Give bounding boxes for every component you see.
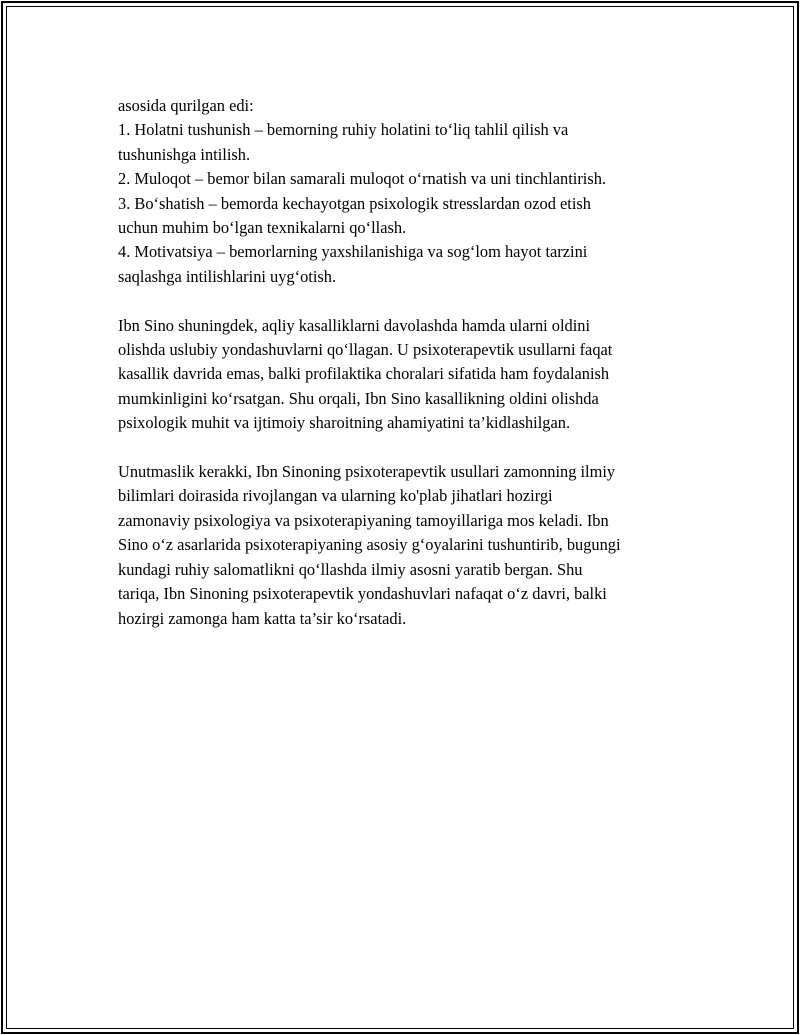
paragraph-conclusion: [118, 460, 688, 631]
text-line: asosida qurilgan edi:: [118, 96, 254, 115]
list-item-3-line-1: 3. Bo‘shatish – bemorda kechayotgan psixologik stresslardan ozod etish: [118, 193, 591, 213]
list-item-3-line-2: uchun muhim bo‘lgan texnikalarni qo‘llash.: [118, 218, 407, 238]
text-line: Sino o‘z asarlarida psixoterapiyaning asosiy g‘oyalarini tushuntirib, bugungi: [118, 535, 621, 555]
text-line: mumkinligini ko‘rsatgan. Shu orqali, Ibn Sino kasallikning oldini olishda: [118, 388, 599, 408]
list-item-2: 2. Muloqot – bemor bilan samarali muloqot o‘rnatish va uni tinchlantirish.: [118, 169, 606, 189]
text-line: hozirgi zamonga ham katta ta’sir ko‘rsatadi.: [118, 608, 407, 628]
text-line: Unutmaslik kerakki, Ibn Sinoning psixoterapevtik usullari zamonning ilmiy: [118, 462, 616, 482]
list-item-1-line-2: tushunishga intilish.: [118, 144, 251, 164]
list-item-4-line-2: saqlashga intilishlarini uyg‘otish.: [118, 266, 337, 286]
list-item-1-line-1: 1. Holatni tushunish – bemorning ruhiy holatini to‘liq tahlil qilish va: [118, 120, 569, 140]
list-item-4-line-1: 4. Motivatsiya – bemorlarning yaxshilanishiga va sog‘lom hayot tarzini: [118, 242, 588, 262]
text-line: kundagi ruhiy salomatlikni qo‘llashda ilmiy asosni yaratib bergan. Shu: [118, 559, 583, 579]
text-line: zamonaviy psixologiya va psixoterapiyaning tamoyillariga mos keladi. Ibn: [118, 510, 609, 530]
text-line: psixologik muhit va ijtimoiy sharoitning ahamiyatini ta’kidlashilgan.: [118, 413, 571, 433]
text-line: olishda uslubiy yondashuvlarni qo‘llagan. U psixoterapevtik usullarni faqat: [118, 340, 613, 360]
text-line: Ibn Sino shuningdek, aqliy kasalliklarni davolashda hamda ularni oldini: [118, 315, 591, 335]
text-line: bilimlari doirasida rivojlangan va ularning ko'plab jihatlari hozirgi: [118, 486, 553, 506]
document-body: [118, 94, 688, 655]
text-line: kasallik davrida emas, balki profilaktika choralari sifatida ham foydalanish: [118, 364, 610, 384]
text-line: tariqa, Ibn Sinoning psixoterapevtik yondashuvlari nafaqat o‘z davri, balki: [118, 584, 607, 604]
paragraph-methods-list: [118, 94, 688, 289]
paragraph-prevention: [118, 314, 688, 436]
